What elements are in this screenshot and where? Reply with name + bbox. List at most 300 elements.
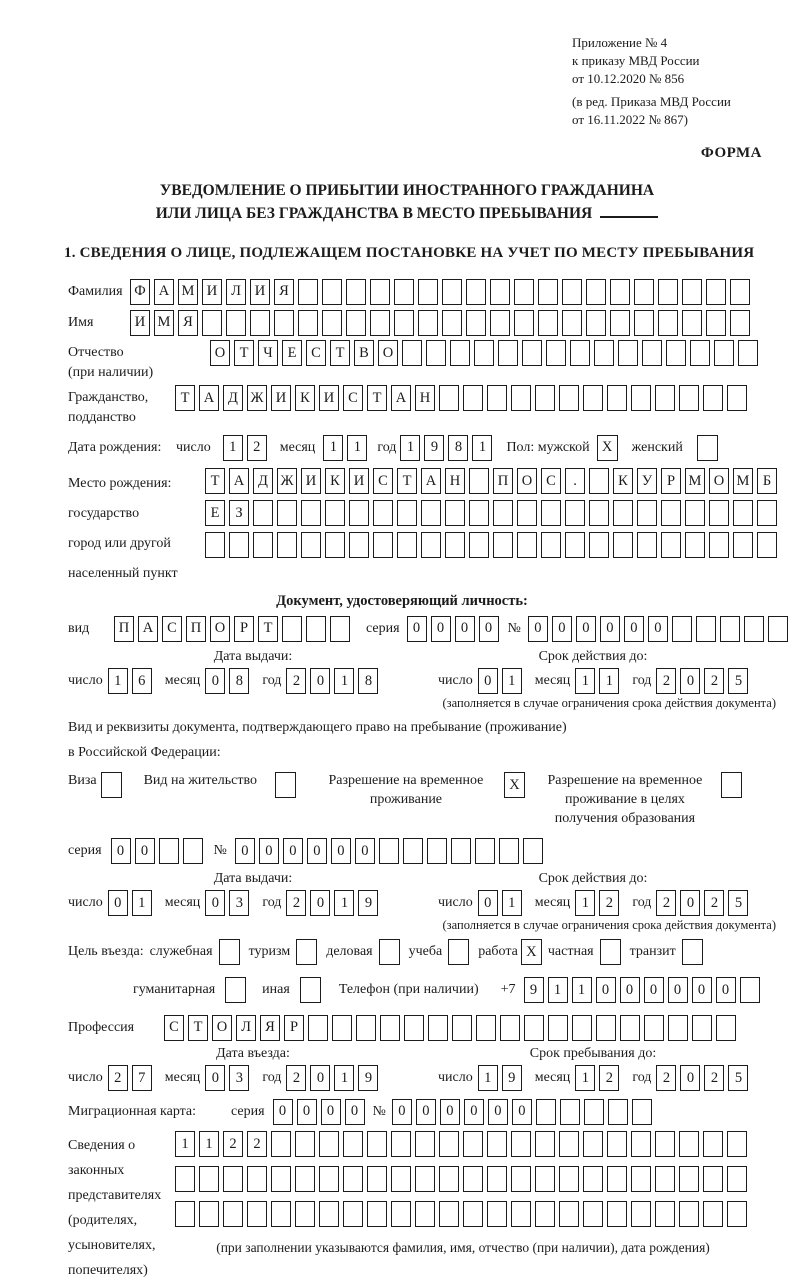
form-cell[interactable] xyxy=(463,1166,483,1192)
form-cell[interactable]: 9 xyxy=(424,435,444,461)
form-cell[interactable]: 8 xyxy=(358,668,378,694)
form-cell[interactable] xyxy=(426,340,446,366)
form-cell[interactable]: 9 xyxy=(524,977,544,1003)
form-cell[interactable] xyxy=(511,1131,531,1157)
form-cell[interactable] xyxy=(274,310,294,336)
form-cell[interactable] xyxy=(490,310,510,336)
purpose-other-checkbox[interactable] xyxy=(300,977,321,1003)
form-cell[interactable] xyxy=(703,1131,723,1157)
form-cell[interactable]: 0 xyxy=(407,616,427,642)
form-cell[interactable]: 0 xyxy=(600,616,620,642)
form-cell[interactable]: 1 xyxy=(175,1131,195,1157)
form-cell[interactable]: 0 xyxy=(307,838,327,864)
form-cell[interactable]: М xyxy=(154,310,174,336)
form-cell[interactable]: Б xyxy=(757,468,777,494)
form-cell[interactable]: 0 xyxy=(111,838,131,864)
form-cell[interactable] xyxy=(589,532,609,558)
form-cell[interactable]: Т xyxy=(188,1015,208,1041)
form-cell[interactable]: 0 xyxy=(620,977,640,1003)
form-cell[interactable]: Я xyxy=(178,310,198,336)
form-cell[interactable]: 2 xyxy=(704,668,724,694)
form-cell[interactable]: 1 xyxy=(472,435,492,461)
form-cell[interactable] xyxy=(466,279,486,305)
form-cell[interactable] xyxy=(205,532,225,558)
form-cell[interactable] xyxy=(524,1015,544,1041)
form-cell[interactable] xyxy=(247,1201,267,1227)
form-cell[interactable]: 0 xyxy=(552,616,572,642)
form-cell[interactable]: Ф xyxy=(130,279,150,305)
form-cell[interactable]: К xyxy=(325,468,345,494)
form-cell[interactable] xyxy=(740,977,760,1003)
form-cell[interactable]: 0 xyxy=(455,616,475,642)
form-cell[interactable]: 0 xyxy=(680,668,700,694)
form-cell[interactable] xyxy=(631,1166,651,1192)
form-cell[interactable] xyxy=(463,1201,483,1227)
form-cell[interactable] xyxy=(685,500,705,526)
form-cell[interactable] xyxy=(744,616,764,642)
form-cell[interactable]: 3 xyxy=(229,1065,249,1091)
form-cell[interactable] xyxy=(562,279,582,305)
form-cell[interactable] xyxy=(370,310,390,336)
form-cell[interactable] xyxy=(439,1201,459,1227)
form-cell[interactable]: 0 xyxy=(648,616,668,642)
form-cell[interactable]: 0 xyxy=(135,838,155,864)
form-cell[interactable] xyxy=(223,1201,243,1227)
form-cell[interactable]: И xyxy=(271,385,291,411)
form-cell[interactable]: 0 xyxy=(205,890,225,916)
form-cell[interactable]: Н xyxy=(445,468,465,494)
form-cell[interactable]: 1 xyxy=(478,1065,498,1091)
form-cell[interactable] xyxy=(559,1131,579,1157)
form-cell[interactable]: С xyxy=(343,385,363,411)
form-cell[interactable] xyxy=(370,279,390,305)
form-cell[interactable]: Д xyxy=(223,385,243,411)
form-cell[interactable] xyxy=(175,1166,195,1192)
form-cell[interactable] xyxy=(634,310,654,336)
form-cell[interactable] xyxy=(768,616,788,642)
form-cell[interactable] xyxy=(644,1015,664,1041)
form-cell[interactable] xyxy=(397,500,417,526)
form-cell[interactable]: 0 xyxy=(680,1065,700,1091)
form-cell[interactable]: П xyxy=(493,468,513,494)
form-cell[interactable] xyxy=(546,340,566,366)
form-cell[interactable] xyxy=(250,310,270,336)
form-cell[interactable] xyxy=(418,310,438,336)
form-cell[interactable]: 1 xyxy=(572,977,592,1003)
form-cell[interactable] xyxy=(514,279,534,305)
form-cell[interactable] xyxy=(271,1131,291,1157)
form-cell[interactable] xyxy=(379,838,399,864)
form-cell[interactable] xyxy=(319,1131,339,1157)
form-cell[interactable]: 0 xyxy=(297,1099,317,1125)
form-cell[interactable]: Ж xyxy=(277,468,297,494)
form-cell[interactable] xyxy=(271,1166,291,1192)
form-cell[interactable] xyxy=(661,500,681,526)
form-cell[interactable] xyxy=(720,616,740,642)
form-cell[interactable] xyxy=(536,1099,556,1125)
form-cell[interactable]: 8 xyxy=(448,435,468,461)
form-cell[interactable] xyxy=(679,1131,699,1157)
form-cell[interactable] xyxy=(343,1166,363,1192)
form-cell[interactable]: С xyxy=(373,468,393,494)
form-cell[interactable]: 2 xyxy=(599,890,619,916)
form-cell[interactable]: . xyxy=(565,468,585,494)
visa-checkbox[interactable] xyxy=(101,772,122,798)
form-cell[interactable] xyxy=(658,310,678,336)
form-cell[interactable]: М xyxy=(178,279,198,305)
form-cell[interactable]: М xyxy=(733,468,753,494)
sex-male-checkbox[interactable]: X xyxy=(597,435,618,461)
form-cell[interactable]: 0 xyxy=(680,890,700,916)
form-cell[interactable] xyxy=(322,310,342,336)
form-cell[interactable] xyxy=(634,279,654,305)
form-cell[interactable]: И xyxy=(301,468,321,494)
form-cell[interactable] xyxy=(613,500,633,526)
form-cell[interactable] xyxy=(404,1015,424,1041)
form-cell[interactable]: У xyxy=(637,468,657,494)
form-cell[interactable] xyxy=(322,279,342,305)
form-cell[interactable] xyxy=(325,500,345,526)
form-cell[interactable]: Т xyxy=(175,385,195,411)
form-cell[interactable]: С xyxy=(164,1015,184,1041)
form-cell[interactable] xyxy=(415,1201,435,1227)
form-cell[interactable]: 1 xyxy=(575,890,595,916)
form-cell[interactable]: 1 xyxy=(334,890,354,916)
form-cell[interactable] xyxy=(319,1201,339,1227)
form-cell[interactable] xyxy=(226,310,246,336)
form-cell[interactable] xyxy=(682,279,702,305)
form-cell[interactable]: 5 xyxy=(728,890,748,916)
form-cell[interactable] xyxy=(589,468,609,494)
form-cell[interactable] xyxy=(565,500,585,526)
form-cell[interactable] xyxy=(583,1166,603,1192)
form-cell[interactable] xyxy=(706,279,726,305)
form-cell[interactable] xyxy=(666,340,686,366)
form-cell[interactable] xyxy=(716,1015,736,1041)
form-cell[interactable]: О xyxy=(210,340,230,366)
form-cell[interactable] xyxy=(202,310,222,336)
form-cell[interactable] xyxy=(298,310,318,336)
form-cell[interactable] xyxy=(415,1166,435,1192)
form-cell[interactable] xyxy=(277,500,297,526)
form-cell[interactable]: 1 xyxy=(108,668,128,694)
form-cell[interactable] xyxy=(517,500,537,526)
form-cell[interactable]: 0 xyxy=(668,977,688,1003)
form-cell[interactable] xyxy=(559,385,579,411)
form-cell[interactable] xyxy=(679,1201,699,1227)
form-cell[interactable] xyxy=(253,532,273,558)
form-cell[interactable] xyxy=(757,500,777,526)
form-cell[interactable] xyxy=(733,532,753,558)
form-cell[interactable] xyxy=(685,532,705,558)
form-cell[interactable] xyxy=(727,1166,747,1192)
form-cell[interactable]: 0 xyxy=(478,668,498,694)
form-cell[interactable]: 1 xyxy=(502,668,522,694)
form-cell[interactable]: О xyxy=(517,468,537,494)
form-cell[interactable]: Т xyxy=(367,385,387,411)
form-cell[interactable] xyxy=(319,1166,339,1192)
form-cell[interactable] xyxy=(586,310,606,336)
form-cell[interactable] xyxy=(572,1015,592,1041)
form-cell[interactable] xyxy=(607,1131,627,1157)
form-cell[interactable] xyxy=(583,385,603,411)
form-cell[interactable]: С xyxy=(541,468,561,494)
form-cell[interactable]: Т xyxy=(397,468,417,494)
form-cell[interactable]: 1 xyxy=(575,668,595,694)
purpose-business-checkbox[interactable] xyxy=(379,939,400,965)
form-cell[interactable] xyxy=(541,532,561,558)
form-cell[interactable]: Р xyxy=(234,616,254,642)
form-cell[interactable] xyxy=(583,1131,603,1157)
form-cell[interactable]: Ж xyxy=(247,385,267,411)
form-cell[interactable] xyxy=(277,532,297,558)
form-cell[interactable]: Т xyxy=(234,340,254,366)
form-cell[interactable] xyxy=(301,532,321,558)
form-cell[interactable]: 0 xyxy=(716,977,736,1003)
form-cell[interactable] xyxy=(703,1166,723,1192)
form-cell[interactable] xyxy=(439,1131,459,1157)
form-cell[interactable] xyxy=(565,532,585,558)
form-cell[interactable] xyxy=(199,1166,219,1192)
form-cell[interactable]: 0 xyxy=(310,1065,330,1091)
form-cell[interactable] xyxy=(356,1015,376,1041)
form-cell[interactable]: С xyxy=(162,616,182,642)
form-cell[interactable] xyxy=(610,279,630,305)
form-cell[interactable]: 0 xyxy=(528,616,548,642)
form-cell[interactable] xyxy=(730,279,750,305)
form-cell[interactable] xyxy=(442,310,462,336)
form-cell[interactable]: 9 xyxy=(358,1065,378,1091)
form-cell[interactable]: Я xyxy=(260,1015,280,1041)
sex-female-checkbox[interactable] xyxy=(697,435,718,461)
form-cell[interactable] xyxy=(730,310,750,336)
form-cell[interactable] xyxy=(631,1201,651,1227)
form-cell[interactable]: И xyxy=(130,310,150,336)
form-cell[interactable] xyxy=(253,500,273,526)
form-cell[interactable]: 2 xyxy=(247,435,267,461)
form-cell[interactable] xyxy=(560,1099,580,1125)
form-cell[interactable] xyxy=(469,468,489,494)
form-cell[interactable] xyxy=(727,385,747,411)
form-cell[interactable]: 0 xyxy=(108,890,128,916)
form-cell[interactable]: 0 xyxy=(392,1099,412,1125)
form-cell[interactable] xyxy=(415,1131,435,1157)
form-cell[interactable]: 0 xyxy=(331,838,351,864)
form-cell[interactable]: 0 xyxy=(205,668,225,694)
form-cell[interactable] xyxy=(679,1166,699,1192)
form-cell[interactable]: 2 xyxy=(108,1065,128,1091)
form-cell[interactable]: С xyxy=(306,340,326,366)
purpose-official-checkbox[interactable] xyxy=(219,939,240,965)
form-cell[interactable] xyxy=(343,1201,363,1227)
form-cell[interactable]: 0 xyxy=(692,977,712,1003)
form-cell[interactable] xyxy=(661,532,681,558)
form-cell[interactable] xyxy=(655,1166,675,1192)
form-cell[interactable] xyxy=(487,1131,507,1157)
form-cell[interactable]: П xyxy=(114,616,134,642)
purpose-tourism-checkbox[interactable] xyxy=(296,939,317,965)
form-cell[interactable] xyxy=(306,616,326,642)
form-cell[interactable] xyxy=(499,838,519,864)
form-cell[interactable]: 8 xyxy=(229,668,249,694)
form-cell[interactable] xyxy=(271,1201,291,1227)
form-cell[interactable] xyxy=(703,385,723,411)
form-cell[interactable] xyxy=(658,279,678,305)
form-cell[interactable]: Р xyxy=(284,1015,304,1041)
form-cell[interactable] xyxy=(199,1201,219,1227)
form-cell[interactable] xyxy=(418,279,438,305)
form-cell[interactable] xyxy=(445,532,465,558)
form-cell[interactable]: Я xyxy=(274,279,294,305)
form-cell[interactable] xyxy=(343,1131,363,1157)
form-cell[interactable]: 0 xyxy=(235,838,255,864)
form-cell[interactable]: 1 xyxy=(132,890,152,916)
form-cell[interactable]: 9 xyxy=(358,890,378,916)
form-cell[interactable] xyxy=(589,500,609,526)
form-cell[interactable]: 0 xyxy=(259,838,279,864)
form-cell[interactable] xyxy=(733,500,753,526)
form-cell[interactable] xyxy=(559,1166,579,1192)
form-cell[interactable]: 0 xyxy=(273,1099,293,1125)
form-cell[interactable]: О xyxy=(210,616,230,642)
form-cell[interactable] xyxy=(690,340,710,366)
form-cell[interactable]: А xyxy=(421,468,441,494)
form-cell[interactable]: О xyxy=(378,340,398,366)
form-cell[interactable]: 2 xyxy=(599,1065,619,1091)
form-cell[interactable]: Л xyxy=(226,279,246,305)
form-cell[interactable] xyxy=(487,1166,507,1192)
form-cell[interactable] xyxy=(391,1201,411,1227)
form-cell[interactable] xyxy=(295,1201,315,1227)
form-cell[interactable]: П xyxy=(186,616,206,642)
form-cell[interactable]: 1 xyxy=(548,977,568,1003)
form-cell[interactable] xyxy=(445,500,465,526)
form-cell[interactable] xyxy=(421,532,441,558)
form-cell[interactable]: 2 xyxy=(286,668,306,694)
form-cell[interactable]: 0 xyxy=(596,977,616,1003)
form-cell[interactable]: Е xyxy=(282,340,302,366)
form-cell[interactable] xyxy=(394,310,414,336)
form-cell[interactable] xyxy=(538,279,558,305)
form-cell[interactable] xyxy=(535,1131,555,1157)
form-cell[interactable]: И xyxy=(349,468,369,494)
form-cell[interactable] xyxy=(703,1201,723,1227)
form-cell[interactable]: 0 xyxy=(431,616,451,642)
residence-permit-checkbox[interactable] xyxy=(275,772,296,798)
form-cell[interactable]: Р xyxy=(661,468,681,494)
form-cell[interactable] xyxy=(607,1201,627,1227)
form-cell[interactable] xyxy=(402,340,422,366)
form-cell[interactable]: 2 xyxy=(223,1131,243,1157)
form-cell[interactable] xyxy=(346,310,366,336)
form-cell[interactable] xyxy=(570,340,590,366)
form-cell[interactable] xyxy=(706,310,726,336)
form-cell[interactable]: 7 xyxy=(132,1065,152,1091)
form-cell[interactable] xyxy=(325,532,345,558)
form-cell[interactable]: 2 xyxy=(704,890,724,916)
form-cell[interactable]: 1 xyxy=(223,435,243,461)
form-cell[interactable] xyxy=(607,385,627,411)
form-cell[interactable]: И xyxy=(250,279,270,305)
form-cell[interactable] xyxy=(548,1015,568,1041)
form-cell[interactable]: 0 xyxy=(624,616,644,642)
form-cell[interactable]: И xyxy=(202,279,222,305)
form-cell[interactable] xyxy=(522,340,542,366)
form-cell[interactable]: 6 xyxy=(132,668,152,694)
form-cell[interactable] xyxy=(427,838,447,864)
purpose-humanitarian-checkbox[interactable] xyxy=(225,977,246,1003)
form-cell[interactable] xyxy=(463,1131,483,1157)
form-cell[interactable]: Д xyxy=(253,468,273,494)
form-cell[interactable] xyxy=(298,279,318,305)
form-cell[interactable] xyxy=(727,1131,747,1157)
form-cell[interactable]: 2 xyxy=(656,890,676,916)
form-cell[interactable] xyxy=(535,385,555,411)
form-cell[interactable] xyxy=(373,532,393,558)
form-cell[interactable] xyxy=(500,1015,520,1041)
form-cell[interactable] xyxy=(523,838,543,864)
form-cell[interactable] xyxy=(466,310,486,336)
form-cell[interactable]: И xyxy=(319,385,339,411)
form-cell[interactable] xyxy=(421,500,441,526)
form-cell[interactable]: 2 xyxy=(656,1065,676,1091)
form-cell[interactable]: 5 xyxy=(728,668,748,694)
form-cell[interactable]: 0 xyxy=(488,1099,508,1125)
form-cell[interactable] xyxy=(642,340,662,366)
form-cell[interactable]: А xyxy=(229,468,249,494)
form-cell[interactable] xyxy=(607,1166,627,1192)
form-cell[interactable] xyxy=(373,500,393,526)
form-cell[interactable]: М xyxy=(685,468,705,494)
form-cell[interactable]: А xyxy=(154,279,174,305)
form-cell[interactable] xyxy=(487,1201,507,1227)
form-cell[interactable] xyxy=(428,1015,448,1041)
form-cell[interactable]: 9 xyxy=(502,1065,522,1091)
form-cell[interactable]: 1 xyxy=(575,1065,595,1091)
form-cell[interactable] xyxy=(672,616,692,642)
form-cell[interactable] xyxy=(391,1166,411,1192)
form-cell[interactable] xyxy=(692,1015,712,1041)
form-cell[interactable] xyxy=(295,1166,315,1192)
purpose-study-checkbox[interactable] xyxy=(448,939,469,965)
form-cell[interactable] xyxy=(367,1201,387,1227)
form-cell[interactable] xyxy=(655,385,675,411)
form-cell[interactable] xyxy=(175,1201,195,1227)
form-cell[interactable] xyxy=(727,1201,747,1227)
form-cell[interactable] xyxy=(696,616,716,642)
form-cell[interactable] xyxy=(511,1201,531,1227)
form-cell[interactable]: 2 xyxy=(286,890,306,916)
form-cell[interactable]: 2 xyxy=(247,1131,267,1157)
form-cell[interactable]: В xyxy=(354,340,374,366)
form-cell[interactable] xyxy=(183,838,203,864)
form-cell[interactable] xyxy=(349,500,369,526)
form-cell[interactable]: О xyxy=(212,1015,232,1041)
form-cell[interactable] xyxy=(397,532,417,558)
form-cell[interactable] xyxy=(709,532,729,558)
form-cell[interactable] xyxy=(682,310,702,336)
form-cell[interactable] xyxy=(620,1015,640,1041)
form-cell[interactable] xyxy=(442,279,462,305)
form-cell[interactable] xyxy=(511,385,531,411)
form-cell[interactable]: 0 xyxy=(345,1099,365,1125)
form-cell[interactable] xyxy=(738,340,758,366)
form-cell[interactable] xyxy=(450,340,470,366)
form-cell[interactable] xyxy=(610,310,630,336)
form-cell[interactable]: 0 xyxy=(310,890,330,916)
form-cell[interactable] xyxy=(308,1015,328,1041)
form-cell[interactable]: 0 xyxy=(321,1099,341,1125)
